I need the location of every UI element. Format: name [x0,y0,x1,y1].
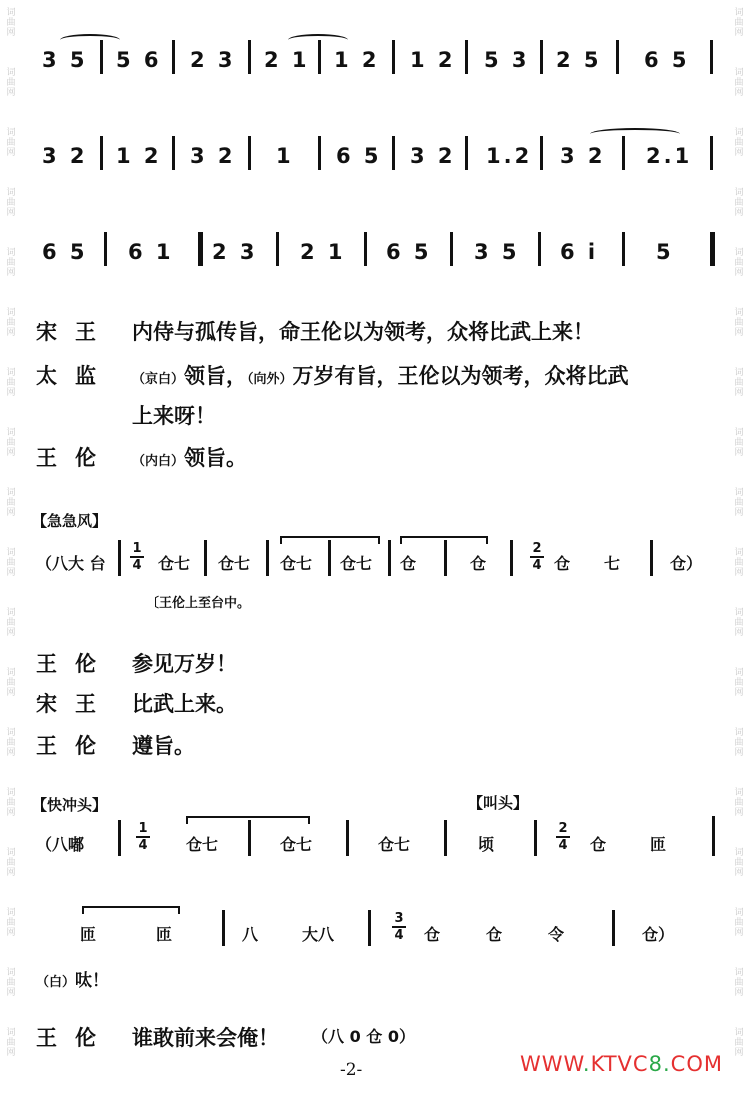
time-den: 4 [532,558,542,573]
barline [248,136,251,170]
perc-item: （八 0 仓 0） [312,1027,415,1046]
speech-text: 参见万岁！ [132,652,237,676]
watermark-stamp: 词 曲 网 [6,308,16,338]
watermark-stamp: 词 曲 网 [6,608,16,638]
watermark-stamp: 词 曲 网 [734,8,744,38]
note-group-fermata: 5 [656,240,674,264]
watermark-stamp: 词 曲 网 [734,908,744,938]
watermark-stamp: 词 曲 网 [6,68,16,98]
note-group: 3 2 [410,144,456,168]
repeat-barline [198,232,203,266]
perc-item: 仓） [670,554,703,573]
watermark-stamp: 词 曲 网 [6,8,16,38]
note-group: 3 5 [474,240,520,264]
barline [465,40,468,74]
watermark-stamp: 词 曲 网 [734,668,744,698]
site-url [520,1052,723,1076]
stage-note: （白） [36,975,76,990]
page-number: -2- [340,1060,363,1080]
time-den: 4 [394,928,404,943]
tie-arc [288,34,348,46]
note-group: 1 2 [410,48,456,72]
speech-part: 万岁有旨，王伦以为领考，众将比武 [292,364,629,388]
watermark-stamp: 词 曲 网 [734,1028,744,1058]
barline [266,540,269,576]
time-num: 3 [394,911,404,926]
perc-item: 仓七 [280,835,313,854]
perc-item: 仓 [400,554,417,573]
watermark-stamp: 词 曲 网 [6,968,16,998]
perc-item: 仓 [424,925,441,944]
watermark-strip-left [0,0,22,1103]
watermark-stamp: 词 曲 网 [6,488,16,518]
time-num: 1 [132,541,142,556]
url-char: . [662,1052,671,1076]
role-name: 王伦 [36,734,114,758]
perc-item: 匝 [650,835,667,854]
barline [328,540,331,576]
watermark-stamp: 词 曲 网 [734,728,744,758]
barline [388,540,391,576]
barline [444,820,447,856]
watermark-stamp: 词 曲 网 [6,188,16,218]
tie-arc [60,34,120,46]
watermark-stamp: 词 曲 网 [734,428,744,458]
role-name: 王伦 [36,446,114,470]
barline [710,40,713,74]
note-group: 2 1 [300,240,346,264]
barline [622,136,625,170]
watermark-stamp: 词 曲 网 [734,248,744,278]
section-title: 【快冲头】 [32,796,108,814]
barline [248,40,251,74]
url-char: W [541,1052,564,1076]
spoken-line [36,966,109,991]
time-num: 2 [558,821,568,836]
perc-item: 令 [548,925,565,944]
dialog-line [36,730,726,760]
note-group: 1 2 [116,144,162,168]
watermark-stamp: 词 曲 网 [734,848,744,878]
time-den: 4 [558,838,568,853]
time-den: 4 [138,838,148,853]
barline [318,136,321,170]
note-group: 1 2 [334,48,380,72]
barline [276,232,279,266]
watermark-stamp: 词 曲 网 [734,188,744,218]
barline [616,40,619,74]
barline [118,540,121,576]
note-group: 6 5 [644,48,690,72]
bracket [280,536,380,544]
perc-item: 仓七 [280,554,313,573]
note-group: 3 2 [190,144,236,168]
watermark-stamp: 词 曲 网 [734,308,744,338]
watermark-stamp: 词 曲 网 [734,368,744,398]
url-char: V [617,1052,633,1076]
speech-text: 谁敢前来会俺！ [132,1026,279,1050]
speech-text: 内侍与孤传旨，命王伦以为领考，众将比武上来！ [132,320,594,344]
role-name: 王伦 [36,652,114,676]
watermark-stamp: 词 曲 网 [6,368,16,398]
time-num: 2 [532,541,542,556]
barline [510,540,513,576]
perc-item: 仓 [470,554,487,573]
barline [622,232,625,266]
barline [465,136,468,170]
barline [368,910,371,946]
barline [204,540,207,576]
watermark-stamp: 词 曲 网 [6,728,16,758]
watermark-stamp: 词 曲 网 [6,428,16,458]
speech-text: 遵旨。 [132,734,195,758]
stage-note: （内白） [132,454,185,469]
barline [248,820,251,856]
speech-text [132,442,247,472]
perc-open: （八大 台 [36,554,106,573]
note-group: 1.2 [486,144,533,168]
time-signature [130,542,144,572]
url-char: K [590,1052,604,1076]
note-group: 2 5 [556,48,602,72]
barline [118,820,121,856]
role-name: 宋王 [36,692,114,716]
watermark-stamp: 词 曲 网 [6,788,16,818]
perc-item: 仓 [486,925,503,944]
dialog-line [36,648,726,678]
tie-arc [590,128,680,140]
bracket [82,906,180,914]
url-char: W [520,1052,542,1076]
watermark-stamp: 词 曲 网 [734,488,744,518]
watermark-stamp: 词 曲 网 [734,128,744,158]
perc-item: 八 [242,925,259,944]
speech-text [132,360,629,390]
perc-item: 仓 [554,554,571,573]
note-group: 2.1 [646,144,693,168]
barline [172,136,175,170]
note-group: 5 3 [484,48,530,72]
barline [710,136,713,170]
watermark-stamp: 词 曲 网 [6,128,16,158]
barline [650,540,653,576]
watermark-stamp: 词 曲 网 [734,68,744,98]
perc-open: （八嘟 [36,835,85,854]
watermark-stamp: 词 曲 网 [6,668,16,698]
note-group: 5 6 [116,48,162,72]
url-char: C [632,1052,649,1076]
url-char: 8 [648,1052,663,1076]
perc-item: 仓七 [378,835,411,854]
perc-item: 大八 [302,925,335,944]
barline [538,232,541,266]
watermark-stamp: 词 曲 网 [6,908,16,938]
barline [612,910,615,946]
watermark-stamp: 词 曲 网 [6,848,16,878]
dialog-line [36,360,726,430]
perc-item: 七 [604,554,621,573]
barline [100,136,103,170]
note-group: 3 5 [42,48,88,72]
watermark-stamp: 词 曲 网 [734,608,744,638]
barline [172,40,175,74]
section-title: 【急急风】 [32,512,108,530]
barline [364,232,367,266]
note-group: 3 2 [560,144,606,168]
speech-part: 领旨。 [184,446,248,470]
barline [222,910,225,946]
perc-item: 顷 [478,835,495,854]
speech-continuation: 上来呀！ [132,404,216,428]
stage-note: （向外） [247,372,293,387]
note-group: 6 1 [128,240,174,264]
speech-text: 呔！ [75,971,110,991]
note-group: 2 3 [190,48,236,72]
dialog-line [36,442,726,472]
note-group: 2 1 [264,48,310,72]
dialog-line [36,688,726,718]
speech-part: 领旨， [184,364,248,388]
url-char: O [686,1052,704,1076]
section-title: 【叫头】 [468,794,529,812]
url-char: W [563,1052,583,1076]
watermark-stamp: 词 曲 网 [6,1028,16,1058]
barline [540,40,543,74]
stage-note: （京白） [132,372,185,387]
watermark-stamp: 词 曲 网 [734,788,744,818]
note-group: 6 5 [336,144,382,168]
role-name: 宋王 [36,320,114,344]
perc-item: 匝 [156,925,173,944]
barline [392,40,395,74]
watermark-strip-right [728,0,750,1103]
time-signature [530,542,544,572]
dialog-line [36,1022,726,1052]
final-barline [710,232,715,266]
barline [346,820,349,856]
barline [534,820,537,856]
watermark-stamp: 词 曲 网 [734,968,744,998]
role-name: 王伦 [36,1026,114,1050]
barline [540,136,543,170]
perc-item: 匝 [80,925,97,944]
barline [712,816,715,856]
perc-item: 仓七 [158,554,191,573]
time-signature [136,822,150,852]
time-signature [392,912,406,942]
note-group: 2 3 [212,240,258,264]
note-group: 3 2 [42,144,88,168]
note-group: 6 5 [42,240,88,264]
perc-item: 仓七 [186,835,219,854]
note-group: 1 [276,144,294,168]
url-char: . [582,1052,591,1076]
watermark-stamp: 词 曲 网 [734,548,744,578]
barline [104,232,107,266]
bracket [186,816,310,824]
bracket [400,536,488,544]
barline [392,136,395,170]
barline [450,232,453,266]
time-num: 1 [138,821,148,836]
perc-item: 仓 [590,835,607,854]
dialog-line [36,316,726,346]
role-name: 太监 [36,364,114,388]
time-den: 4 [132,558,142,573]
speech-text: 比武上来。 [132,692,237,716]
watermark-stamp: 词 曲 网 [6,548,16,578]
watermark-stamp: 词 曲 网 [6,248,16,278]
stage-direction: 〔王伦上至台中。 [146,596,251,611]
barline [444,540,447,576]
time-signature [556,822,570,852]
perc-item: 仓） [642,925,675,944]
perc-item: 仓七 [340,554,373,573]
url-char: C [670,1052,687,1076]
url-char: M [703,1052,723,1076]
url-char: T [603,1052,618,1076]
note-group: 6 i [560,240,599,264]
note-group: 6 5 [386,240,432,264]
perc-item: 仓七 [218,554,251,573]
